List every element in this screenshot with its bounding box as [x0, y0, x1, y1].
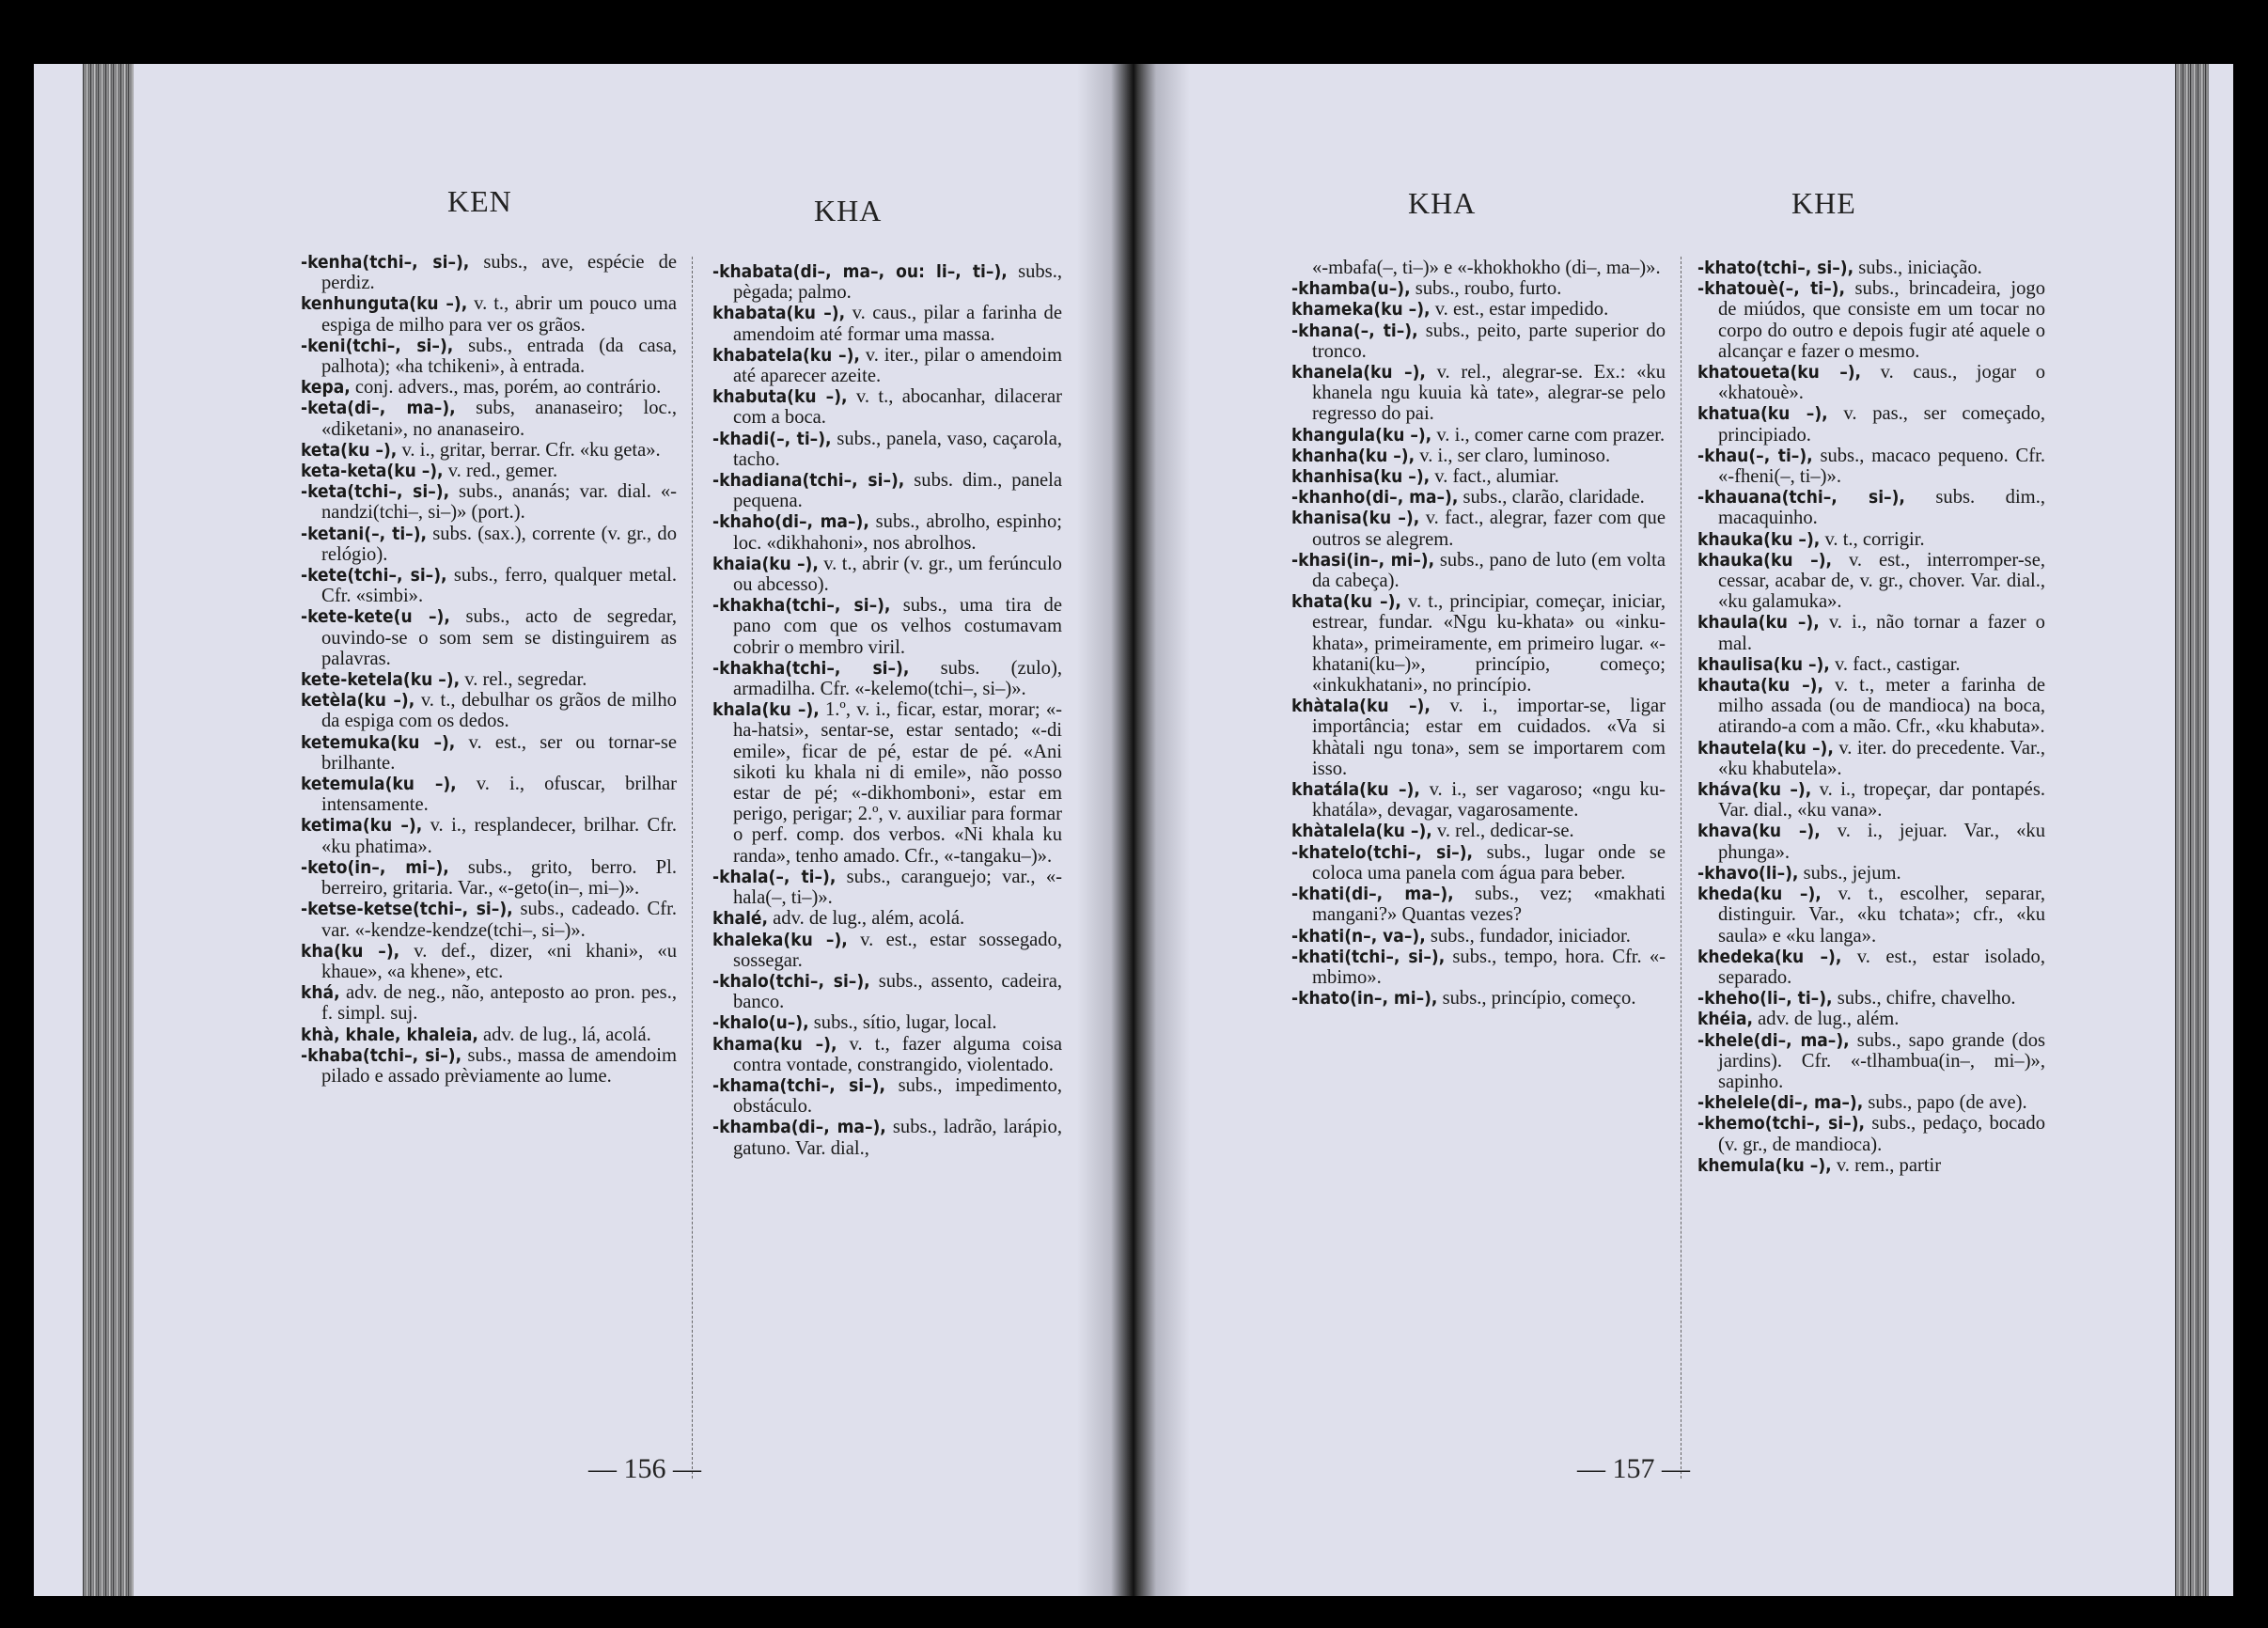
entry-headword: -ketse-ketse(tchi–, si–),	[301, 899, 513, 920]
entry-definition: conj. advers., mas, porém, ao contrário.	[354, 377, 662, 399]
page-number: — 156 —	[588, 1453, 701, 1484]
entry-definition: v. i., ser claro, luminoso.	[1419, 445, 1611, 466]
dictionary-entry	[301, 857, 677, 899]
entry-definition: v. iter., pilar o amendoim até aparecer azeite.	[733, 344, 1062, 387]
dictionary-entry	[712, 1075, 1062, 1117]
dictionary-entry	[1291, 591, 1666, 696]
dictionary-entry	[301, 1045, 677, 1087]
dictionary-entry	[712, 1012, 1062, 1033]
dictionary-entry	[712, 971, 1062, 1012]
dictionary-entry	[1291, 362, 1666, 425]
entry-headword: khaula(ku –),	[1697, 612, 1820, 634]
entry-headword: -khamba(u–),	[1291, 278, 1411, 300]
dictionary-entry	[712, 595, 1062, 658]
entry-definition: v. i., ofuscar, brilhar intensamente.	[321, 774, 677, 816]
entry-headword: khabatela(ku –),	[712, 344, 860, 366]
entry-headword: khaia(ku –),	[712, 553, 819, 574]
dictionary-entry	[712, 386, 1062, 428]
entry-definition: subs., jejum.	[1803, 862, 1901, 884]
dictionary-entry	[712, 261, 1062, 303]
dictionary-entry	[1291, 299, 1666, 320]
entry-definition: v. rel., alegrar-se. Ex.: «ku khanela ngu kuuia kà tate», alegrar-se pelo regresso do pai.	[1312, 362, 1666, 425]
entry-headword: -khato(tchi–, si–),	[1697, 258, 1854, 278]
entry-definition: v. iter. do precedente. Var., «ku khabutela».	[1718, 737, 2046, 779]
entry-definition: subs., acto de segredar, ouvindo-se o som sem se distinguirem as palavras.	[321, 606, 678, 669]
dictionary-entry	[1291, 821, 1666, 841]
dictionary-entry	[301, 941, 677, 982]
dictionary-entry	[712, 345, 1062, 386]
dictionary-entry	[1697, 1155, 2045, 1176]
entry-definition: v. fact., castigar.	[1834, 653, 1961, 675]
entry-headword: -khasi(in–, mi–),	[1291, 549, 1435, 571]
dictionary-entry	[712, 699, 1062, 867]
entry-headword: ketima(ku –),	[301, 815, 423, 837]
column-divider	[1681, 257, 1682, 1479]
entry-headword: kheda(ku –),	[1697, 884, 1822, 905]
dictionary-entry	[1697, 1030, 2045, 1093]
entry-headword: -khalo(u–),	[712, 1012, 809, 1034]
entry-headword: -khabata(di–, ma–, ou: li–, ti–),	[712, 261, 1008, 282]
dictionary-entry	[1697, 403, 2045, 445]
running-head-left: KHA	[1408, 186, 1477, 220]
dictionary-entry	[1697, 258, 2045, 278]
entry-definition: subs. dim., panela pequena.	[733, 470, 1063, 512]
dictionary-entry	[1697, 1009, 2045, 1029]
entry-definition: v. i., gritar, berrar. Cfr. «ku geta».	[401, 439, 661, 461]
entry-headword: khaleka(ku –),	[712, 929, 848, 950]
entry-definition: subs., ferro, qualquer metal. Cfr. «simbi».	[321, 565, 677, 607]
entry-definition: v. i., jejuar. Var., «ku phunga».	[1718, 821, 2045, 863]
entry-headword: -khau(–, ti–),	[1697, 445, 1813, 466]
scanned-book-spread	[34, 64, 2233, 1596]
entry-headword: -keta(tchi–, si–),	[301, 481, 450, 503]
entry-headword: -khama(tchi–, si–),	[712, 1074, 885, 1096]
dictionary-entry	[301, 565, 677, 606]
dictionary-entry	[301, 899, 677, 940]
entry-definition: v. fact., alumiar.	[1434, 466, 1559, 488]
dictionary-entry	[712, 470, 1062, 511]
entry-definition: v. est., estar impedido.	[1434, 299, 1609, 321]
entry-definition: adv. de lug., além.	[1758, 1009, 1900, 1030]
entry-headword: khauta(ku –),	[1697, 675, 1823, 697]
entry-definition: v. t., meter a farinha de milho assada (ou de mandioca) na boca, atirando-a com a mão. Cfr., «ku khabuta».	[1718, 675, 2046, 738]
entry-definition: v. est., interromper-se, cessar, acabar de, v. gr., chover. Var. dial., «ku galamuka».	[1718, 549, 2045, 613]
entry-headword: -khakha(tchi–, si–),	[712, 657, 910, 679]
entry-definition: v. est., estar isolado, separado.	[1718, 946, 2045, 988]
entry-definition: v. i., resplandecer, brilhar. Cfr. «ku phatima».	[321, 815, 677, 857]
entry-headword: khà, khale, khaleia,	[301, 1024, 478, 1045]
dictionary-entry	[1291, 884, 1666, 925]
entry-definition: subs., tempo, hora. Cfr. «-mbimo».	[1312, 946, 1666, 988]
dictionary-entry	[1697, 446, 2045, 487]
entry-headword: -keto(in–, mi–),	[301, 856, 449, 878]
entry-headword: -kete-kete(u –),	[301, 606, 450, 628]
entry-definition: subs., entrada (da casa, palhota); «ha tchikeni», à entrada.	[321, 335, 677, 378]
right-page	[1190, 64, 2233, 1596]
entry-headword: kete-ketela(ku –),	[301, 669, 461, 691]
dictionary-entry	[301, 1025, 677, 1045]
entry-headword: -kenha(tchi–, si–),	[301, 252, 470, 273]
entry-headword: ketemuka(ku –),	[301, 731, 456, 753]
entry-headword: khanhisa(ku –),	[1291, 466, 1431, 488]
dictionary-entry	[301, 336, 677, 377]
dictionary-entry	[1697, 821, 2045, 862]
entry-definition: v. t., abrir (v. gr., um ferúnculo ou abcesso).	[733, 553, 1062, 596]
entry-headword: khatua(ku –),	[1697, 403, 1828, 425]
entry-headword: -khanho(di–, ma–),	[1291, 487, 1459, 509]
entry-definition: subs., ladrão, larápio, gatuno. Var. dial.,	[733, 1117, 1062, 1159]
entry-headword: khanha(ku –),	[1291, 445, 1416, 466]
dictionary-entry	[712, 1117, 1062, 1158]
entry-definition: subs., panela, vaso, caçarola, tacho.	[733, 428, 1063, 470]
entry-definition: v. t., corrigir.	[1824, 528, 1925, 550]
entry-definition: v. est., ser ou tornar-se brilhante.	[321, 731, 677, 774]
dictionary-column	[712, 261, 1062, 1159]
dictionary-entry	[1697, 1092, 2045, 1113]
entry-headword: khala(ku –),	[712, 699, 820, 721]
entry-definition: v. caus., jogar o «khatouè».	[1718, 362, 2045, 404]
dictionary-entry	[1697, 947, 2045, 988]
entry-definition: subs., cadeado. Cfr. var. «-kendze-kendze(tchi–, si–)».	[321, 899, 677, 941]
entry-definition: adv. de neg., não, anteposto ao pron. pes., f. simpl. suj.	[321, 982, 677, 1025]
dictionary-entry	[1291, 487, 1666, 508]
left-page	[34, 64, 1105, 1596]
dictionary-entry	[712, 658, 1062, 699]
entry-headword: khava(ku –),	[1697, 821, 1821, 842]
entry-headword: khanela(ku –),	[1291, 362, 1426, 384]
dictionary-entry	[1291, 696, 1666, 779]
running-head-left: KEN	[447, 184, 512, 218]
entry-definition: v. i., comer carne com prazer.	[1436, 424, 1666, 446]
entry-definition: v. rel., segredar.	[464, 669, 587, 691]
column-divider	[692, 257, 694, 1479]
book-gutter	[1077, 64, 1190, 1596]
entry-headword: -khakha(tchi–, si–),	[712, 595, 891, 617]
dictionary-entry	[1291, 466, 1666, 487]
dictionary-entry	[301, 669, 677, 690]
dictionary-entry	[1291, 278, 1666, 299]
dictionary-column	[1697, 258, 2045, 1176]
entry-headword: khata(ku –),	[1291, 591, 1401, 613]
dictionary-entry	[712, 908, 1062, 929]
dictionary-entry	[301, 524, 677, 565]
dictionary-entry	[301, 293, 677, 335]
dictionary-entry	[1697, 278, 2045, 362]
entry-definition: v. i., ser vagaroso; «ngu ku-khatála», devagar, vagarosamente.	[1312, 779, 1666, 822]
entry-headword: -khati(tchi–, si–),	[1291, 946, 1446, 967]
entry-definition: «-mbafa(–, ti–)» e «-khokhokho (di–, ma–)».	[1312, 258, 1661, 278]
entry-definition: v. t., debulhar os grãos de milho da espiga com os dedos.	[321, 690, 677, 732]
dictionary-entry	[712, 1034, 1062, 1075]
dictionary-entry	[1697, 487, 2045, 528]
entry-headword: -keta(di–, ma–),	[301, 398, 456, 419]
entry-headword: kháva(ku –),	[1697, 779, 1812, 801]
entry-definition: subs. (zulo), armadilha. Cfr. «-kelemo(tchi–, si–)».	[733, 657, 1062, 700]
dictionary-entry	[301, 982, 677, 1024]
entry-definition: adv. de lug., lá, acolá.	[483, 1024, 651, 1045]
entry-headword: kepa,	[301, 377, 351, 399]
entry-definition: v. t., fazer alguma coisa contra vontade, constrangido, violentado.	[733, 1033, 1062, 1075]
dictionary-entry	[301, 690, 677, 731]
dictionary-column	[301, 252, 677, 1087]
entry-definition: v. caus., pilar a farinha de amendoim até formar uma massa.	[733, 303, 1062, 345]
entry-definition: subs. (sax.), corrente (v. gr., do relógio).	[321, 523, 677, 565]
entry-definition: v. rel., dedicar-se.	[1436, 821, 1574, 842]
entry-headword: keta-keta(ku –),	[301, 461, 444, 482]
entry-headword: khéia,	[1697, 1009, 1754, 1030]
entry-headword: keta(ku –),	[301, 439, 398, 461]
entry-headword: khauka(ku –),	[1697, 528, 1821, 550]
dictionary-entry	[301, 398, 677, 439]
entry-headword: kenhunguta(ku –),	[301, 293, 468, 315]
dictionary-entry	[1291, 446, 1666, 466]
entry-headword: khama(ku –),	[712, 1033, 837, 1055]
dictionary-entry	[1291, 321, 1666, 362]
entry-headword: -khatouè(–, ti–),	[1697, 278, 1845, 300]
entry-definition: v. i., não tornar a fazer o mal.	[1718, 612, 2045, 654]
page-number: — 157 —	[1577, 1453, 1690, 1484]
dictionary-entry	[1291, 258, 1666, 278]
dictionary-entry	[1291, 550, 1666, 591]
entry-definition: v. t., abrir um pouco uma espiga de milho para ver os grãos.	[321, 293, 677, 336]
entry-definition: subs., ave, espécie de perdiz.	[321, 252, 678, 294]
entry-headword: khedeka(ku –),	[1697, 946, 1842, 967]
entry-headword: khatála(ku –),	[1291, 779, 1420, 801]
dictionary-entry	[1291, 842, 1666, 884]
dictionary-entry	[1697, 612, 2045, 653]
entry-headword: khemula(ku –),	[1697, 1154, 1832, 1176]
entry-headword: -khalo(tchi–, si–),	[712, 970, 870, 992]
dictionary-entry	[1697, 988, 2045, 1009]
dictionary-entry	[301, 606, 677, 669]
entry-definition: subs., assento, cadeira, banco.	[733, 970, 1063, 1013]
dictionary-entry	[301, 774, 677, 815]
entry-definition: subs., iniciação.	[1858, 258, 1982, 278]
entry-definition: subs., vez; «makhati mangani?» Quantas vezes?	[1312, 884, 1666, 926]
entry-headword: khangula(ku –),	[1291, 424, 1432, 446]
entry-headword: -khato(in–, mi–),	[1291, 988, 1438, 1010]
entry-definition: subs., chifre, chavelho.	[1837, 988, 2016, 1010]
entry-definition: subs., impedimento, obstáculo.	[733, 1074, 1062, 1118]
entry-headword: -ketani(–, ti–),	[301, 523, 428, 544]
entry-headword: ketèla(ku –),	[301, 690, 415, 712]
entry-definition: 1.º, v. i., ficar, estar, morar; «-ha-hatsi», sentar-se, estar sentado; «-di emile», ficar de pé, estar de pé. «Ani sikoti ku khala ni di emile», não posso estar de pé; «-dikhomboni», estar em perigo, perigar; 2.º, v. auxiliar para formar o perf. comp. dos verbos. «Ni khala ku randa», tenho amado. Cfr., «-tangaku–)».	[733, 699, 1062, 867]
dictionary-entry	[301, 732, 677, 774]
dictionary-entry	[712, 867, 1062, 908]
entry-headword: -khati(n–, va–),	[1291, 925, 1426, 947]
entry-headword: khameka(ku –),	[1291, 299, 1431, 321]
entry-headword: -khaho(di–, ma–),	[712, 511, 869, 533]
dictionary-entry	[712, 554, 1062, 595]
entry-definition: subs., clarão, claridade.	[1462, 487, 1645, 509]
dictionary-entry	[1697, 884, 2045, 947]
entry-definition: adv. de lug., além, acolá.	[773, 908, 965, 930]
entry-definition: v. i., importar-se, ligar importância; estar em cuidados. «Va si khàtali ngu tona», sem se importarem com isso.	[1312, 696, 1666, 779]
dictionary-entry	[1697, 675, 2045, 738]
dictionary-entry	[301, 815, 677, 856]
entry-definition: v. def., dizer, «ni khani», «u khaue», «a khene», etc.	[321, 940, 677, 982]
entry-headword: -khemo(tchi–, si–),	[1697, 1113, 1866, 1135]
entry-headword: khabuta(ku –),	[712, 386, 848, 408]
entry-definition: subs., macaco pequeno. Cfr. «-fheni(–, ti–)».	[1718, 445, 2045, 488]
entry-definition: subs., fundador, iniciador.	[1430, 925, 1631, 947]
entry-definition: subs., papo (de ave).	[1868, 1092, 2027, 1114]
running-head-right: KHA	[814, 194, 883, 227]
dictionary-entry	[1697, 654, 2045, 675]
running-head-right: KHE	[1791, 186, 1856, 220]
entry-definition: subs., uma tira de pano com que os velhos costumavam cobrir o membro viril.	[733, 595, 1062, 658]
entry-headword: khanisa(ku –),	[1291, 508, 1420, 529]
entry-headword: khàtalela(ku –),	[1291, 821, 1432, 842]
dictionary-entry	[1697, 550, 2045, 613]
entry-headword: khauka(ku –),	[1697, 549, 1833, 571]
entry-definition: subs., caranguejo; var., «-hala(–, ti–)».	[733, 866, 1062, 909]
entry-definition: subs., sapo grande (dos jardins). Cfr. «-tlhambua(in–, mi–)», sapinho.	[1718, 1029, 2046, 1092]
entry-definition: v. i., tropeçar, dar pontapés. Var. dial., «ku vana».	[1718, 779, 2045, 822]
entry-definition: subs., roubo, furto.	[1415, 278, 1562, 300]
entry-headword: khàtala(ku –),	[1291, 696, 1431, 717]
dictionary-entry	[1697, 779, 2045, 821]
entry-definition: subs., grito, berro. Pl. berreiro, gritaria. Var., «-geto(in–, mi–)».	[321, 856, 677, 900]
entry-headword: -khala(–, ti–),	[712, 866, 837, 887]
entry-headword: -khaba(tchi–, si–),	[301, 1044, 462, 1066]
entry-definition: subs., peito, parte superior do tronco.	[1312, 320, 1666, 362]
entry-definition: subs., pedaço, bocado (v. gr., de mandioca).	[1718, 1113, 2045, 1155]
entry-definition: v. pas., ser começado, principiado.	[1718, 403, 2045, 446]
entry-definition: subs., abrolho, espinho; loc. «dikhahoni», nos abrolhos.	[733, 511, 1063, 554]
entry-headword: -khati(di–, ma–),	[1291, 884, 1454, 905]
entry-definition: v. t., principiar, começar, iniciar, estrear, fundar. «Ngu ku-khata» ou «inku-khata», primeiramente, em primeiro lugar. «-khatani(ku–)», princípio, começo; «inkukhatani», no princípio.	[1312, 591, 1666, 697]
dictionary-entry	[712, 511, 1062, 553]
entry-definition: subs., lugar onde se coloca uma panela com água para beber.	[1312, 841, 1666, 884]
entry-definition: subs., massa de amendoim pilado e assado prèviamente ao lume.	[321, 1044, 677, 1087]
dictionary-entry	[1291, 947, 1666, 988]
entry-definition: subs., princípio, começo.	[1442, 988, 1636, 1010]
entry-definition: subs., pano de luto (em volta da cabeça).	[1312, 549, 1666, 592]
entry-headword: khá,	[301, 982, 340, 1004]
entry-headword: kha(ku –),	[301, 940, 400, 962]
entry-headword: -kheho(li–, ti–),	[1697, 988, 1833, 1010]
dictionary-entry	[1697, 1113, 2045, 1154]
entry-definition: v. t., abocanhar, dilacerar com a boca.	[733, 386, 1063, 429]
dictionary-entry	[1697, 738, 2045, 779]
entry-headword: khabata(ku –),	[712, 303, 846, 324]
dictionary-entry	[1291, 988, 1666, 1009]
entry-headword: khalé,	[712, 908, 769, 930]
entry-headword: ketemula(ku –),	[301, 774, 457, 795]
entry-definition: v. fact., alegrar, fazer com que outros se alegrem.	[1312, 508, 1666, 550]
dictionary-entry	[301, 440, 677, 461]
entry-headword: -kete(tchi–, si–),	[301, 565, 447, 587]
entry-definition: subs., ananás; var. dial. «-nandzi(tchi–, si–)» (port.).	[321, 481, 677, 524]
entry-headword: -khele(di–, ma–),	[1697, 1029, 1850, 1051]
entry-definition: v. rem., partir	[1836, 1154, 1942, 1176]
entry-definition: subs., pègada; palmo.	[733, 261, 1062, 304]
dictionary-column	[1291, 258, 1666, 1009]
entry-definition: v. red., gemer.	[447, 461, 558, 482]
entry-headword: khatoueta(ku –),	[1697, 362, 1862, 384]
entry-definition: v. est., estar sossegado, sossegar.	[733, 929, 1062, 971]
entry-definition: subs., sítio, lugar, local.	[813, 1012, 997, 1034]
dictionary-entry	[301, 481, 677, 523]
dictionary-entry	[1291, 926, 1666, 947]
dictionary-entry	[712, 930, 1062, 971]
entry-headword: -khelele(di–, ma–),	[1697, 1092, 1864, 1114]
entry-headword: -khamba(di–, ma–),	[712, 1117, 886, 1138]
dictionary-entry	[1291, 508, 1666, 549]
dictionary-entry	[1291, 779, 1666, 821]
entry-definition: subs. dim., macaquinho.	[1718, 487, 2045, 529]
dictionary-entry	[712, 303, 1062, 344]
dictionary-entry	[1697, 362, 2045, 403]
entry-definition: subs., brincadeira, jogo de miúdos, que consiste em um tocar no corpo do outro e depois fugir até aquele o alcançar e fazer o mesmo.	[1718, 278, 2045, 362]
entry-headword: -khana(–, ti–),	[1291, 320, 1418, 341]
dictionary-entry	[301, 461, 677, 481]
entry-headword: -khavo(li–),	[1697, 862, 1799, 884]
entry-headword: -khadiana(tchi–, si–),	[712, 470, 905, 492]
entry-headword: -keni(tchi–, si–),	[301, 335, 454, 356]
entry-headword: khaulisa(ku –),	[1697, 653, 1830, 675]
entry-headword: -khadi(–, ti–),	[712, 428, 832, 449]
dictionary-entry	[712, 429, 1062, 470]
entry-definition: subs, ananaseiro; loc., «diketani», no ananaseiro.	[321, 398, 677, 440]
entry-headword: -khatelo(tchi–, si–),	[1291, 841, 1474, 863]
entry-headword: -khauana(tchi–, si–),	[1697, 487, 1905, 509]
dictionary-entry	[1697, 863, 2045, 884]
dictionary-entry	[1291, 425, 1666, 446]
dictionary-entry	[301, 252, 677, 293]
entry-definition: v. t., escolher, separar, distinguir. Var., «ku tchata»; cfr., «ku saula» e «ku langa».	[1718, 884, 2045, 947]
dictionary-entry	[301, 377, 677, 398]
entry-headword: khautela(ku –),	[1697, 737, 1834, 759]
dictionary-entry	[1697, 529, 2045, 550]
